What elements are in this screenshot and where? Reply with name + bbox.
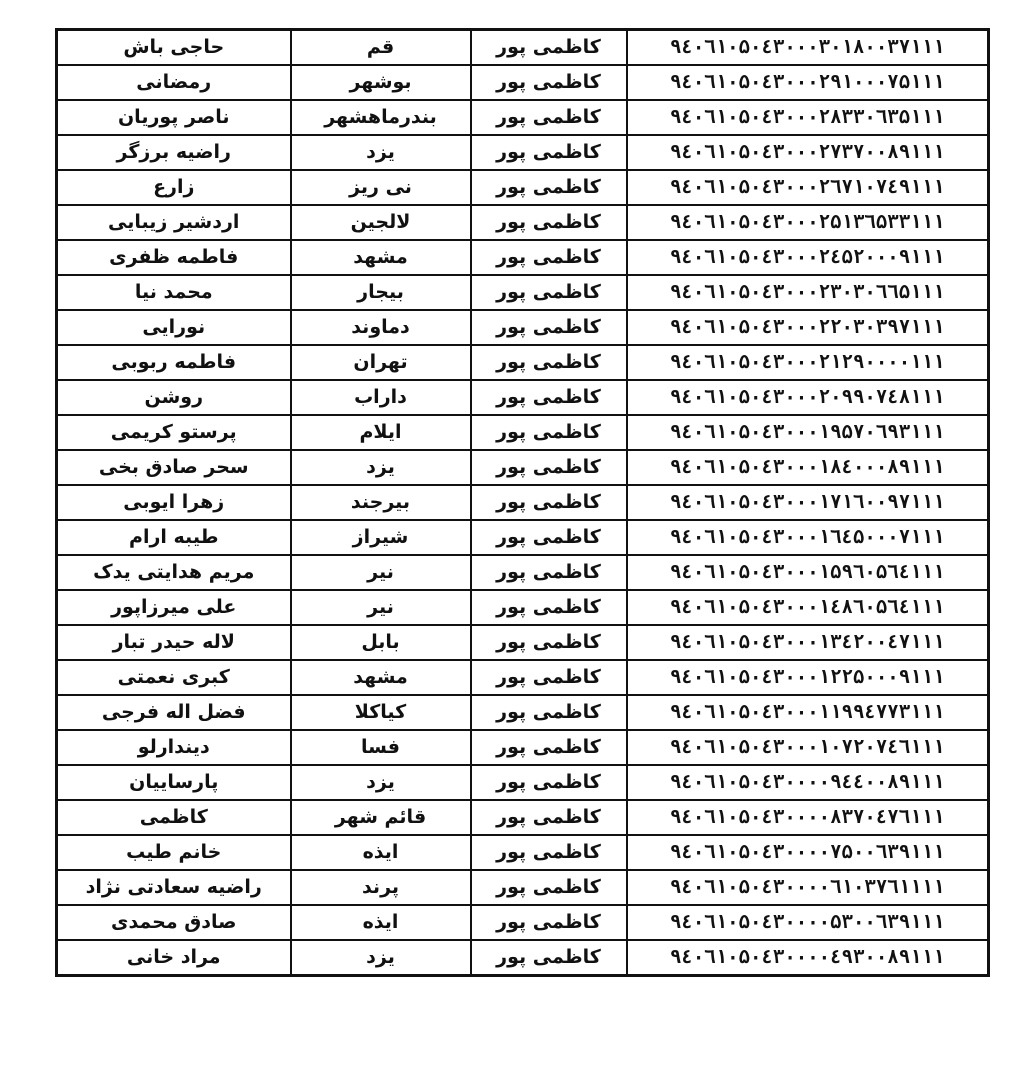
- supplier-cell: کاظمی پور: [471, 240, 627, 275]
- tracking-code-cell: ۹٤۰٦۱۰۵۰٤۳۰۰۰۱۳٤۲۰۰٤۷۱۱۱: [627, 625, 989, 660]
- supplier-cell: کاظمی پور: [471, 625, 627, 660]
- tracking-code-cell: ۹٤۰٦۱۰۵۰٤۳۰۰۰۰۷۵۰۰٦۳۹۱۱۱: [627, 835, 989, 870]
- table-row: [57, 275, 989, 310]
- supplier-cell: کاظمی پور: [471, 485, 627, 520]
- supplier-cell: کاظمی پور: [471, 800, 627, 835]
- city-cell: نیر: [291, 590, 471, 625]
- person-name-cell: سحر صادق بخی: [57, 450, 291, 485]
- tracking-code-cell: ۹٤۰٦۱۰۵۰٤۳۰۰۰۲۸۳۳۰٦۳۵۱۱۱: [627, 100, 989, 135]
- city-cell: لالجین: [291, 205, 471, 240]
- person-name-cell: مراد خانی: [57, 940, 291, 976]
- tracking-code-cell: ۹٤۰٦۱۰۵۰٤۳۰۰۰۲۷۳۷۰۰۸۹۱۱۱: [627, 135, 989, 170]
- person-name-cell: راضیه سعادتی نژاد: [57, 870, 291, 905]
- tracking-code-cell: ۹٤۰٦۱۰۵۰٤۳۰۰۰۲۰۹۹۰۷٤۸۱۱۱: [627, 380, 989, 415]
- city-cell: یزد: [291, 450, 471, 485]
- supplier-cell: کاظمی پور: [471, 555, 627, 590]
- tracking-code-cell: ۹٤۰٦۱۰۵۰٤۳۰۰۰۰۵۳۰۰٦۳۹۱۱۱: [627, 905, 989, 940]
- city-cell: ایذه: [291, 835, 471, 870]
- person-name-cell: زارع: [57, 170, 291, 205]
- tracking-code-cell: ۹٤۰٦۱۰۵۰٤۳۰۰۰۱٤۸٦۰۵٦٤۱۱۱: [627, 590, 989, 625]
- city-cell: بابل: [291, 625, 471, 660]
- supplier-cell: کاظمی پور: [471, 170, 627, 205]
- supplier-cell: کاظمی پور: [471, 30, 627, 66]
- supplier-cell: کاظمی پور: [471, 310, 627, 345]
- city-cell: دماوند: [291, 310, 471, 345]
- records-table: [55, 28, 990, 977]
- tracking-code-cell: ۹٤۰٦۱۰۵۰٤۳۰۰۰۲٦۷۱۰۷٤۹۱۱۱: [627, 170, 989, 205]
- table-row: [57, 590, 989, 625]
- supplier-cell: کاظمی پور: [471, 450, 627, 485]
- city-cell: قائم شهر: [291, 800, 471, 835]
- person-name-cell: زهرا ایوبی: [57, 485, 291, 520]
- tracking-code-cell: ۹٤۰٦۱۰۵۰٤۳۰۰۰۱۷۱٦۰۰۹۷۱۱۱: [627, 485, 989, 520]
- supplier-cell: کاظمی پور: [471, 835, 627, 870]
- person-name-cell: خانم طیب: [57, 835, 291, 870]
- table-row: [57, 520, 989, 555]
- person-name-cell: راضیه برزگر: [57, 135, 291, 170]
- tracking-code-cell: ۹٤۰٦۱۰۵۰٤۳۰۰۰۰۹٤٤۰۰۸۹۱۱۱: [627, 765, 989, 800]
- supplier-cell: کاظمی پور: [471, 345, 627, 380]
- city-cell: نی ریز: [291, 170, 471, 205]
- city-cell: ایلام: [291, 415, 471, 450]
- tracking-code-cell: ۹٤۰٦۱۰۵۰٤۳۰۰۰۲۲۰۳۰۳۹۷۱۱۱: [627, 310, 989, 345]
- table-row: [57, 380, 989, 415]
- city-cell: شیراز: [291, 520, 471, 555]
- table-row: [57, 940, 989, 976]
- supplier-cell: کاظمی پور: [471, 940, 627, 976]
- person-name-cell: لاله حیدر تبار: [57, 625, 291, 660]
- table-row: [57, 240, 989, 275]
- table-row: [57, 730, 989, 765]
- city-cell: مشهد: [291, 660, 471, 695]
- person-name-cell: روشن: [57, 380, 291, 415]
- person-name-cell: فاطمه ظفری: [57, 240, 291, 275]
- supplier-cell: کاظمی پور: [471, 730, 627, 765]
- supplier-cell: کاظمی پور: [471, 520, 627, 555]
- tracking-code-cell: ۹٤۰٦۱۰۵۰٤۳۰۰۰۱۹۵۷۰٦۹۳۱۱۱: [627, 415, 989, 450]
- city-cell: قم: [291, 30, 471, 66]
- person-name-cell: دیندارلو: [57, 730, 291, 765]
- person-name-cell: صادق محمدی: [57, 905, 291, 940]
- tracking-code-cell: ۹٤۰٦۱۰۵۰٤۳۰۰۰۱۵۹٦۰۵٦٤۱۱۱: [627, 555, 989, 590]
- tracking-code-cell: ۹٤۰٦۱۰۵۰٤۳۰۰۰۱۰۷۲۰۷٤٦۱۱۱: [627, 730, 989, 765]
- table-row: [57, 310, 989, 345]
- city-cell: داراب: [291, 380, 471, 415]
- table-row: [57, 30, 989, 66]
- city-cell: یزد: [291, 765, 471, 800]
- city-cell: یزد: [291, 135, 471, 170]
- person-name-cell: پرستو کریمی: [57, 415, 291, 450]
- person-name-cell: طیبه ارام: [57, 520, 291, 555]
- tracking-code-cell: ۹٤۰٦۱۰۵۰٤۳۰۰۰۲۵۱۳٦۵۳۳۱۱۱: [627, 205, 989, 240]
- table-row: [57, 835, 989, 870]
- table-row: [57, 800, 989, 835]
- city-cell: یزد: [291, 940, 471, 976]
- person-name-cell: نورایی: [57, 310, 291, 345]
- table-row: [57, 485, 989, 520]
- person-name-cell: رمضانی: [57, 65, 291, 100]
- tracking-code-cell: ۹٤۰٦۱۰۵۰٤۳۰۰۰۰٦۱۰۳۷٦۱۱۱۱: [627, 870, 989, 905]
- person-name-cell: علی میرزاپور: [57, 590, 291, 625]
- records-table-body: [57, 30, 989, 976]
- person-name-cell: کاظمی: [57, 800, 291, 835]
- table-row: [57, 555, 989, 590]
- table-row: [57, 415, 989, 450]
- city-cell: ایذه: [291, 905, 471, 940]
- tracking-code-cell: ۹٤۰٦۱۰۵۰٤۳۰۰۰۲۱۲۹۰۰۰۰۱۱۱: [627, 345, 989, 380]
- table-row: [57, 100, 989, 135]
- table-row: [57, 695, 989, 730]
- table-row: [57, 765, 989, 800]
- supplier-cell: کاظمی پور: [471, 135, 627, 170]
- supplier-cell: کاظمی پور: [471, 695, 627, 730]
- supplier-cell: کاظمی پور: [471, 275, 627, 310]
- supplier-cell: کاظمی پور: [471, 660, 627, 695]
- person-name-cell: فضل اله فرجی: [57, 695, 291, 730]
- tracking-code-cell: ۹٤۰٦۱۰۵۰٤۳۰۰۰۳۰۱۸۰۰۳۷۱۱۱: [627, 30, 989, 66]
- tracking-code-cell: ۹٤۰٦۱۰۵۰٤۳۰۰۰۱٦٤۵۰۰۰۷۱۱۱: [627, 520, 989, 555]
- city-cell: بوشهر: [291, 65, 471, 100]
- city-cell: پرند: [291, 870, 471, 905]
- tracking-code-cell: ۹٤۰٦۱۰۵۰٤۳۰۰۰۱۲۲۵۰۰۰۹۱۱۱: [627, 660, 989, 695]
- city-cell: مشهد: [291, 240, 471, 275]
- person-name-cell: ناصر پوریان: [57, 100, 291, 135]
- city-cell: بیرجند: [291, 485, 471, 520]
- person-name-cell: حاجی باش: [57, 30, 291, 66]
- city-cell: بندرماهشهر: [291, 100, 471, 135]
- person-name-cell: کبری نعمتی: [57, 660, 291, 695]
- table-row: [57, 660, 989, 695]
- supplier-cell: کاظمی پور: [471, 905, 627, 940]
- city-cell: بیجار: [291, 275, 471, 310]
- table-row: [57, 625, 989, 660]
- person-name-cell: اردشیر زیبایی: [57, 205, 291, 240]
- tracking-code-cell: ۹٤۰٦۱۰۵۰٤۳۰۰۰۲۹۱۰۰۰۷۵۱۱۱: [627, 65, 989, 100]
- table-row: [57, 170, 989, 205]
- person-name-cell: محمد نیا: [57, 275, 291, 310]
- table-row: [57, 870, 989, 905]
- table-row: [57, 905, 989, 940]
- city-cell: نیر: [291, 555, 471, 590]
- tracking-code-cell: ۹٤۰٦۱۰۵۰٤۳۰۰۰۱۱۹۹٤۷۷۳۱۱۱: [627, 695, 989, 730]
- supplier-cell: کاظمی پور: [471, 205, 627, 240]
- city-cell: فسا: [291, 730, 471, 765]
- supplier-cell: کاظمی پور: [471, 765, 627, 800]
- tracking-code-cell: ۹٤۰٦۱۰۵۰٤۳۰۰۰۱۸٤۰۰۰۸۹۱۱۱: [627, 450, 989, 485]
- city-cell: کیاکلا: [291, 695, 471, 730]
- city-cell: تهران: [291, 345, 471, 380]
- tracking-code-cell: ۹٤۰٦۱۰۵۰٤۳۰۰۰۰۸۳۷۰٤۷٦۱۱۱: [627, 800, 989, 835]
- tracking-code-cell: ۹٤۰٦۱۰۵۰٤۳۰۰۰۲۳۰۳۰٦٦۵۱۱۱: [627, 275, 989, 310]
- table-row: [57, 65, 989, 100]
- table-row: [57, 205, 989, 240]
- supplier-cell: کاظمی پور: [471, 870, 627, 905]
- supplier-cell: کاظمی پور: [471, 415, 627, 450]
- table-row: [57, 450, 989, 485]
- supplier-cell: کاظمی پور: [471, 590, 627, 625]
- tracking-code-cell: ۹٤۰٦۱۰۵۰٤۳۰۰۰۲٤۵۲۰۰۰۹۱۱۱: [627, 240, 989, 275]
- tracking-code-cell: ۹٤۰٦۱۰۵۰٤۳۰۰۰۰٤۹۳۰۰۸۹۱۱۱: [627, 940, 989, 976]
- person-name-cell: پارساییان: [57, 765, 291, 800]
- person-name-cell: مریم هدایتی یدک: [57, 555, 291, 590]
- supplier-cell: کاظمی پور: [471, 380, 627, 415]
- supplier-cell: کاظمی پور: [471, 100, 627, 135]
- table-row: [57, 135, 989, 170]
- person-name-cell: فاطمه ربوبی: [57, 345, 291, 380]
- table-row: [57, 345, 989, 380]
- supplier-cell: کاظمی پور: [471, 65, 627, 100]
- document-sheet: [55, 28, 987, 977]
